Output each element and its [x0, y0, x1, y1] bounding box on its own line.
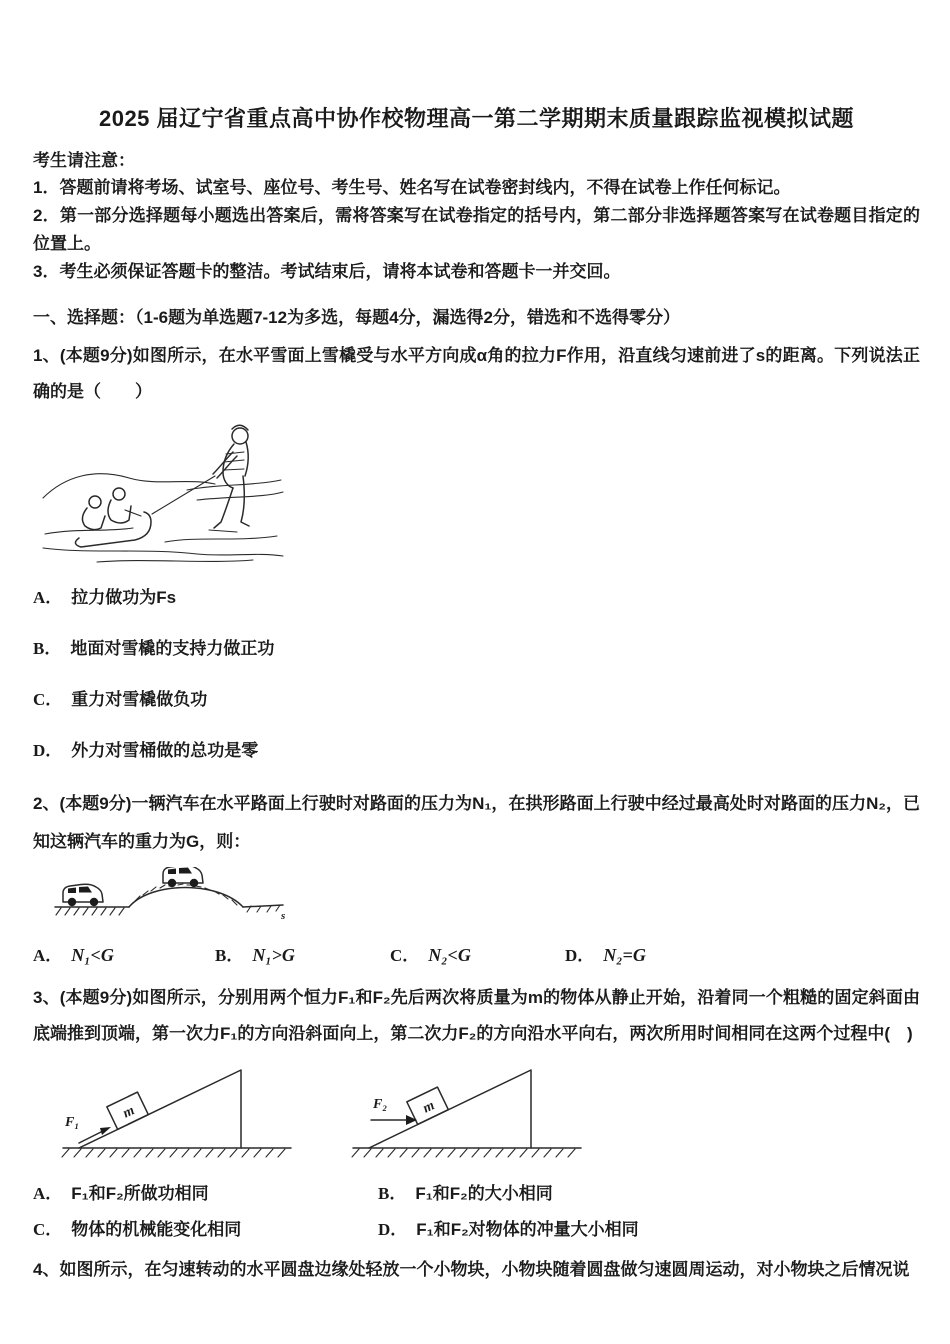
option-text: 物体的机械能变化相同 — [71, 1219, 242, 1239]
q2-stem: 2、(本题9分)一辆汽车在水平路面上行驶时对路面的压力为N₁，在拱形路面上行驶中经过最高处时对路面的压力N₂，已知这辆汽车的重力为G，则： — [33, 793, 920, 851]
q2-option-d — [565, 941, 740, 970]
q3-option-c — [33, 1212, 378, 1248]
cars-s-mark: s — [281, 909, 286, 922]
option-letter: A． — [33, 1183, 63, 1203]
sled-with-children — [75, 488, 151, 547]
q3-options-row-2 — [33, 1212, 920, 1248]
option-text: F₁和F₂的大小相同 — [415, 1183, 553, 1203]
q1-sled-figure — [37, 414, 287, 564]
incline-triangle — [79, 1070, 241, 1148]
q1-option-d — [33, 734, 920, 768]
force-f1-arrow — [64, 1115, 111, 1143]
option-text: 地面对雪橇的支持力做正功 — [70, 638, 275, 658]
ground — [62, 1148, 291, 1157]
q3-incline-left-figure — [57, 1054, 297, 1166]
option-letter: D． — [565, 945, 595, 965]
block-mass-label: m — [120, 1102, 138, 1122]
q1-option-b — [33, 632, 920, 666]
option-letter: A． — [33, 945, 63, 965]
option-letter: D． — [33, 740, 63, 760]
option-formula: N₂<G — [428, 944, 471, 965]
notice-item-1: 1．答题前请将考场、试室号、座位号、考生号、姓名写在试卷密封线内，不得在试卷上作任何标记。 — [33, 177, 791, 197]
q2-option-a — [33, 941, 215, 970]
q1-options — [33, 581, 920, 768]
q3-option-b — [378, 1176, 553, 1212]
q4-stem: 4、如图所示，在匀速转动的水平圆盘边缘处轻放一个小物块，小物块随着圆盘做匀速圆周运动，对小物块之后情况说 — [33, 1259, 910, 1279]
option-letter: C． — [390, 945, 420, 965]
notice-item-3: 3．考生必须保证答题卡的整洁。考试结束后，请将本试卷和答题卡一并交回。 — [33, 261, 621, 281]
option-letter: C． — [33, 689, 63, 709]
notice-item-2: 2．第一部分选择题每小题选出答案后，需将答案写在试卷指定的括号内，第二部分非选择题答案写在试卷题目指定的位置上。 — [33, 205, 920, 253]
q2-options — [33, 941, 920, 970]
section1-header: 一、选择题：（1-6题为单选题7-12为多选，每题4分，漏选得2分，错选和不选得零分） — [33, 307, 681, 327]
snow-hill — [43, 473, 283, 561]
option-letter: D． — [378, 1219, 408, 1239]
q2-option-c — [390, 941, 565, 970]
q3-option-d — [378, 1212, 639, 1248]
option-text: 外力对雪桶做的总功是零 — [71, 740, 259, 760]
option-letter: B． — [33, 638, 62, 658]
option-text: F₁和F₂所做功相同 — [71, 1183, 209, 1203]
q3-incline-right-figure — [347, 1054, 587, 1166]
option-text: F₁和F₂对物体的冲量大小相同 — [416, 1219, 639, 1239]
q3-options — [33, 1176, 920, 1248]
q1-option-a — [33, 581, 920, 615]
q3-option-a — [33, 1176, 378, 1212]
page-title: 2025 届辽宁省重点高中协作校物理高一第二学期期末质量跟踪监视模拟试题 — [98, 106, 855, 131]
block-mass-label: m — [420, 1097, 438, 1117]
block-on-incline — [107, 1092, 148, 1129]
option-formula: N₂=G — [603, 944, 646, 965]
q2-cars-figure — [51, 867, 291, 925]
notice-heading: 考生请注意： — [33, 150, 135, 170]
person-pulling — [209, 425, 249, 532]
q1-stem: 1、(本题9分)如图所示，在水平雪面上雪橇受与水平方向成α角的拉力F作用，沿直线匀速前进了s的距离。下列说法正确的是（ ） — [33, 345, 920, 401]
force-f2-label: F₂ — [373, 1096, 388, 1112]
option-formula: N₁>G — [252, 944, 295, 965]
q3-options-row-1 — [33, 1176, 920, 1212]
option-formula: N₁<G — [71, 944, 114, 965]
option-text: 重力对雪橇做负功 — [71, 689, 208, 709]
car-on-flat-road — [63, 884, 103, 906]
option-letter: B． — [215, 945, 244, 965]
option-letter: C． — [33, 1219, 63, 1239]
q2-option-b — [215, 941, 390, 970]
option-letter: B． — [378, 1183, 407, 1203]
force-f2-arrow — [371, 1097, 417, 1125]
q1-option-c — [33, 683, 920, 717]
ground — [352, 1148, 581, 1157]
option-text: 拉力做功为Fs — [71, 587, 177, 607]
force-f1-label: F₁ — [65, 1114, 80, 1130]
q3-stem: 3、(本题9分)如图所示，分别用两个恒力F₁和F₂先后两次将质量为m的物体从静止开始，沿着同一个粗糙的固定斜面由底端推到顶端，第一次力F₁的方向沿斜面向上，第二次力F₂的方向沿水平向右，两次所用时间相同在这两个过程中( ) — [33, 987, 920, 1043]
q3-incline-figures — [57, 1054, 920, 1166]
incline-triangle — [369, 1070, 531, 1148]
option-letter: A． — [33, 587, 63, 607]
